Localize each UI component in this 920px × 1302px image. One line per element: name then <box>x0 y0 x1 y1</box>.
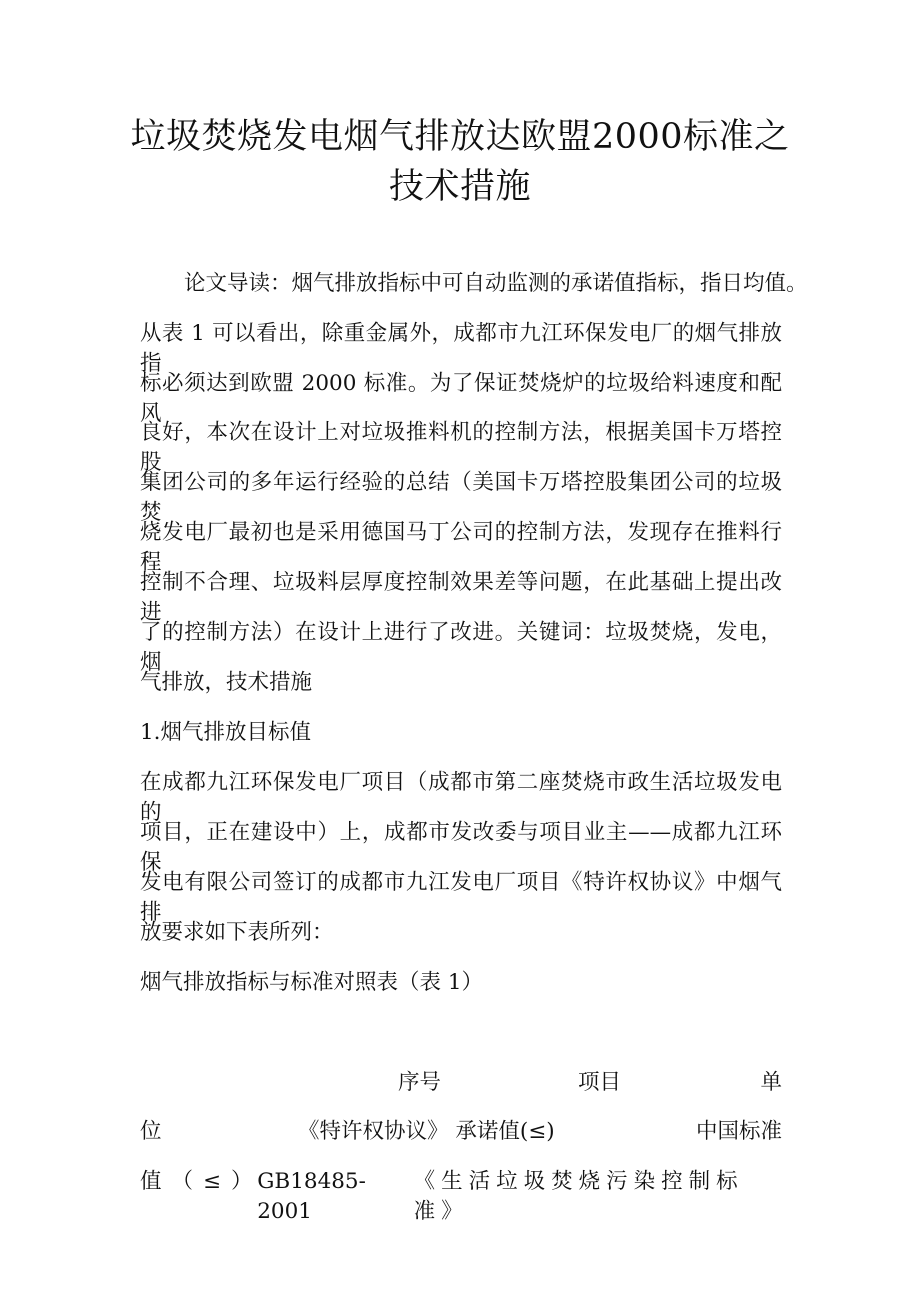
abstract-line: 了的控制方法）在设计上进行了改进。关键词：垃圾焚烧，发电，烟 <box>140 620 782 675</box>
abstract-line: 良好，本次在设计上对垃圾推料机的控制方法，根据美国卡万塔控股 <box>140 420 782 475</box>
table-header-gb-name: 《生活垃圾焚烧污染控制标准》 <box>413 1169 744 1224</box>
table-header-gb-code: GB18485-2001 <box>257 1169 366 1224</box>
table-header-agreement: 《特许权协议》 承诺值(≤) <box>298 1119 555 1144</box>
abstract-line: 论文导读：烟气排放指标中可自动监测的承诺值指标，指日均值。 <box>184 271 808 296</box>
abstract-line: 集团公司的多年运行经验的总结（美国卡万塔控股集团公司的垃圾焚 <box>140 470 782 525</box>
table-header-row-2 <box>140 1117 782 1147</box>
abstract-line: 气排放，技术措施 <box>140 670 313 695</box>
table-header-row-3 <box>140 1167 782 1224</box>
table-header-item: 项目 <box>578 1070 622 1095</box>
abstract-line: 控制不合理、垃圾料层厚度控制效果差等问题，在此基础上提出改进 <box>140 570 782 625</box>
table-header-unit-part2: 位 <box>140 1119 162 1144</box>
document-title-line-2: 技术措施 <box>388 167 531 207</box>
table-header-row-1 <box>140 1068 782 1098</box>
abstract-line: 烧发电厂最初也是采用德国马丁公司的控制方法，发现存在推料行程 <box>140 520 782 575</box>
abstract-line: 标必须达到欧盟 2000 标准。为了保证焚烧炉的垃圾给料速度和配风 <box>140 371 782 426</box>
table-header-cn-std-part2: 值（≤） <box>140 1169 263 1194</box>
body-line: 发电有限公司签订的成都市九江发电厂项目《特许权协议》中烟气排 <box>140 870 782 925</box>
table-header-cn-std-part1: 中国标准 <box>695 1119 782 1144</box>
body-line: 项目，正在建设中）上，成都市发改委与项目业主——成都九江环保 <box>140 820 782 875</box>
body-line: 放要求如下表所列： <box>140 920 334 945</box>
table-header-unit-part1: 单 <box>760 1070 782 1095</box>
document-title-line-1: 垃圾焚烧发电烟气排放达欧盟2000标准之 <box>130 117 790 157</box>
abstract-line: 从表 1 可以看出，除重金属外，成都市九江环保发电厂的烟气排放指 <box>140 321 782 376</box>
table-header-seq: 序号 <box>398 1070 442 1095</box>
table-caption: 烟气排放指标与标准对照表（表 1） <box>140 970 484 995</box>
body-line: 在成都九江环保发电厂项目（成都市第二座焚烧市政生活垃圾发电的 <box>140 770 782 825</box>
section-heading: 1.烟气排放目标值 <box>140 720 312 745</box>
